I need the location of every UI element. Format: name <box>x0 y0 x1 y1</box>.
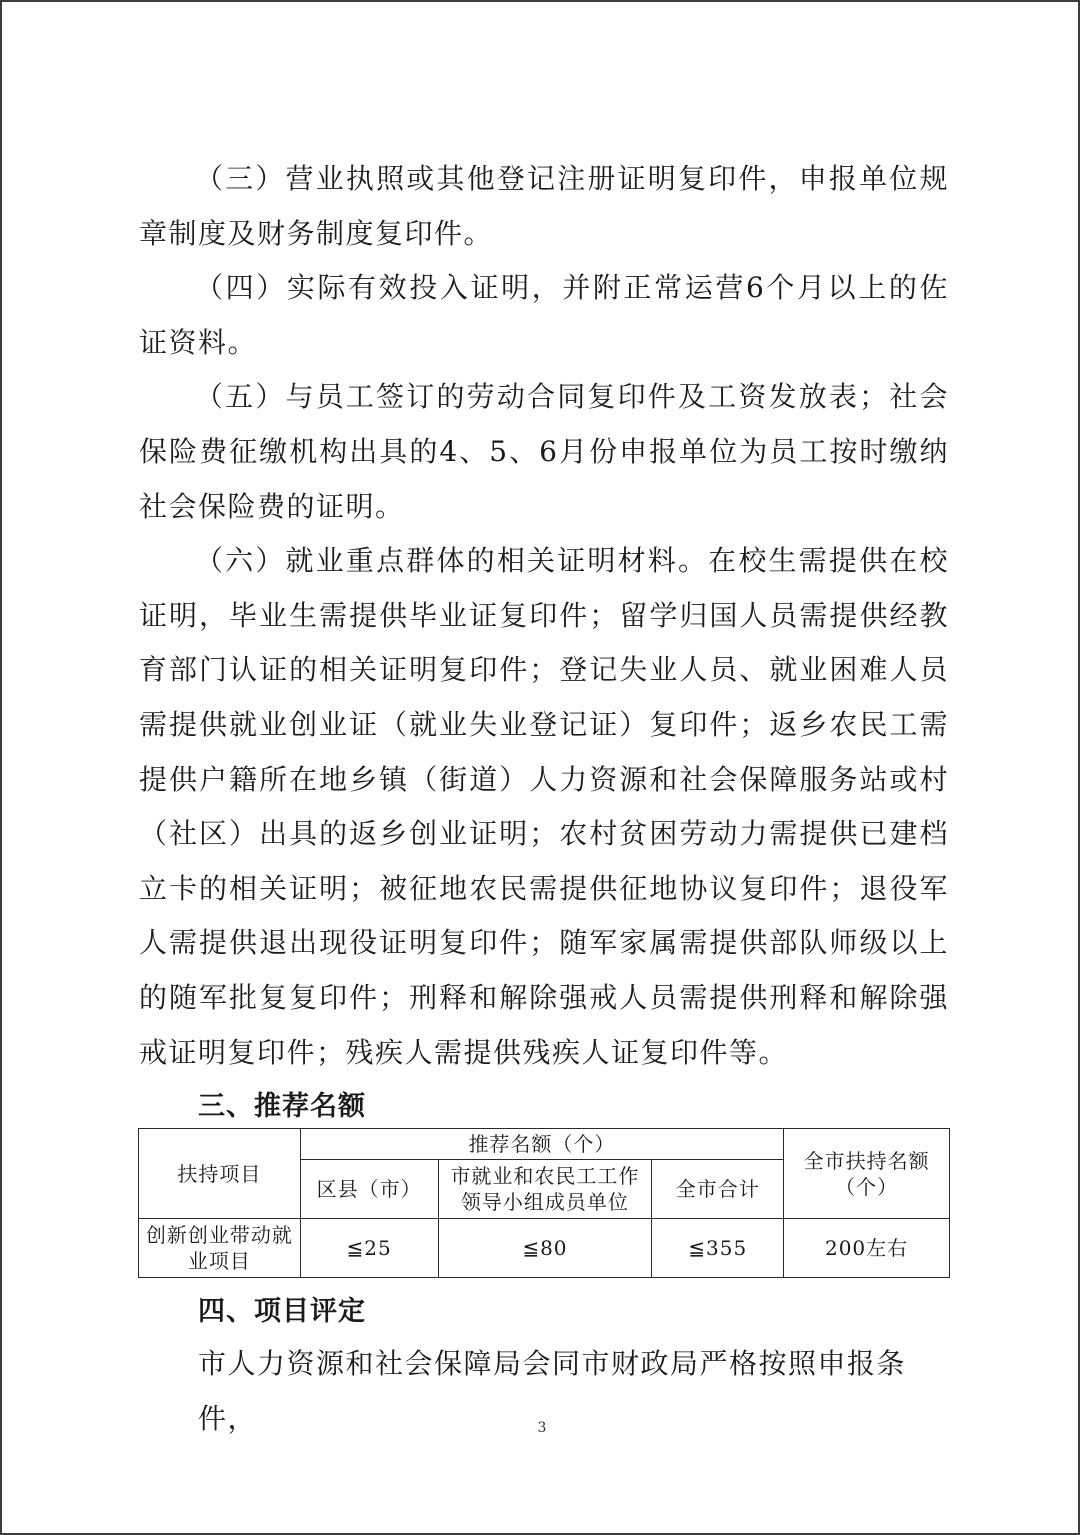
cell-city-total: ≦355 <box>652 1219 784 1278</box>
header-cell-support-quota: 全市扶持名额（个） <box>784 1129 950 1219</box>
quota-table <box>138 1128 950 1278</box>
header-cell-county: 区县（市） <box>300 1160 438 1219</box>
table-header-row <box>139 1129 950 1160</box>
body-text <box>139 152 949 1080</box>
header-cell-city-total: 全市合计 <box>652 1160 784 1219</box>
header-cell-project: 扶持项目 <box>139 1129 301 1219</box>
paragraph-labor-contract: （五）与员工签订的劳动合同复印件及工资发放表；社会保险费征缴机构出具的4、5、6月份申报单位为员工按时缴纳社会保险费的证明。 <box>139 380 949 523</box>
paragraph-business-license: （三）营业执照或其他登记注册证明复印件，申报单位规章制度及财务制度复印件。 <box>139 162 949 250</box>
section-heading-project-evaluation: 四、项目评定 <box>198 1296 366 1327</box>
table-row <box>139 1219 950 1278</box>
section-heading-recommend-quota: 三、推荐名额 <box>198 1091 366 1122</box>
page-number: 3 <box>537 1420 547 1436</box>
header-cell-member-units: 市就业和农民工工作领导小组成员单位 <box>438 1160 652 1219</box>
cell-project: 创新创业带动就业项目 <box>139 1219 301 1278</box>
paragraph-key-groups: （六）就业重点群体的相关证明材料。在校生需提供在校证明，毕业生需提供毕业证复印件；留学归国人员需提供经教育部门认证的相关证明复印件；登记失业人员、就业困难人员需提供就业创业证（就业失业登记证）复印件；返乡农民工需提供户籍所在地乡镇（街道）人力资源和社会保障服务站或村（社区）出具的返乡创业证明；农村贫困劳动力需提供已建档立卡的相关证明；被征地农民需提供征地协议复印件；退役军人需提供退出现役证明复印件；随军家属需提供部队师级以上的随军批复复印件；刑释和解除强戒人员需提供刑释和解除强戒证明复印件；残疾人需提供残疾人证复印件等。 <box>139 544 949 1069</box>
paragraph-project-evaluation: 市人力资源和社会保障局会同市财政局严格按照申报条件， <box>198 1347 907 1435</box>
header-cell-recommend-group: 推荐名额（个） <box>300 1129 783 1160</box>
cell-support-quota: 200左右 <box>784 1219 950 1278</box>
cell-county: ≦25 <box>300 1219 438 1278</box>
cell-member-units: ≦80 <box>438 1219 652 1278</box>
paragraph-investment-proof: （四）实际有效投入证明，并附正常运营6个月以上的佐证资料。 <box>139 271 949 359</box>
